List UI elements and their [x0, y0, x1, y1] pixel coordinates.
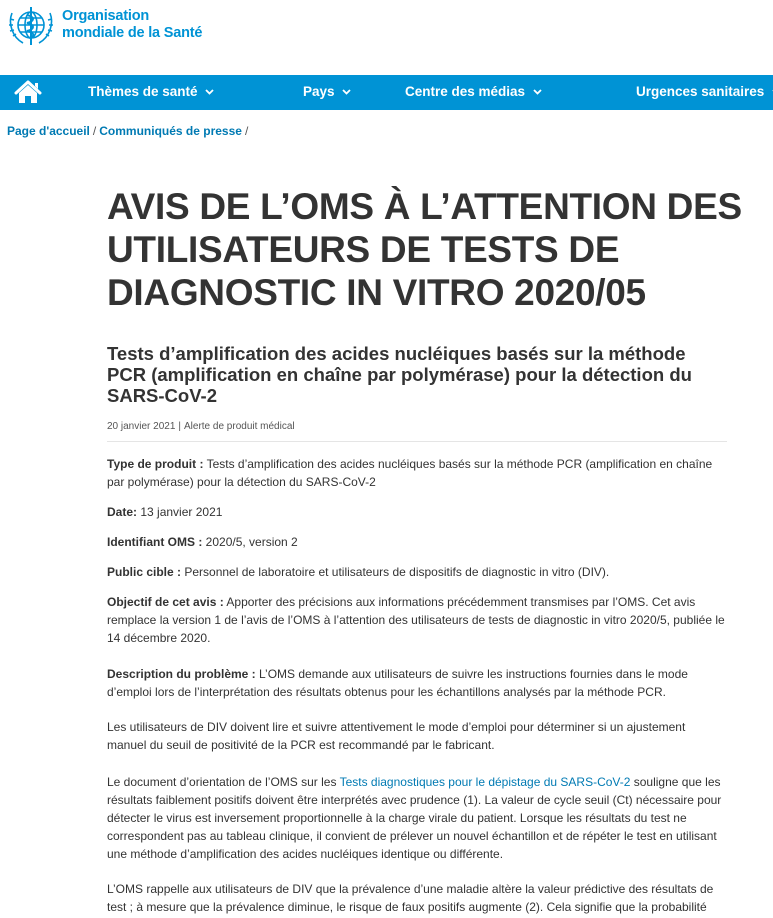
- site-header: [0, 0, 773, 75]
- paragraph-text: souligne que les résultats faiblement positifs doivent être interprétés avec prudence (1). La valeur de cycle seuil (Ct) nécessaire pour détecter le virus est inversement proportionnelle à la charge virale du patient. Lorsque les résultats du test ne correspondent pas au tableau clinique, il convient de prélever un nouvel échantillon et de répéter le test en utilisant une méthode d’amplification des acides nucléiques identique ou différente.: [107, 775, 722, 861]
- nav-item-label: Centre des médias: [405, 84, 526, 99]
- field-label: Public cible :: [107, 565, 182, 579]
- chevron-down-icon: [205, 89, 214, 95]
- breadcrumb-home-link[interactable]: Page d'accueil: [7, 124, 90, 138]
- field-value: Tests d’amplification des acides nucléiques basés sur la méthode PCR (amplification en chaîne par polymérase) pour la détection du SARS-CoV-2: [107, 457, 713, 489]
- field-description: [107, 665, 727, 701]
- field-label: Type de produit :: [107, 457, 204, 471]
- publish-date: 20 janvier 2021: [107, 421, 176, 432]
- breadcrumb: [7, 124, 251, 138]
- nav-item-medias[interactable]: [405, 75, 542, 110]
- content-type: Alerte de produit médical: [184, 421, 295, 432]
- diagnostic-tests-link[interactable]: Tests diagnostiques pour le dépistage du SARS-CoV-2: [339, 775, 631, 789]
- field-objective: [107, 593, 727, 647]
- field-value: 2020/5, version 2: [205, 535, 298, 549]
- paragraph-2: [107, 773, 727, 863]
- paragraph-3: L’OMS rappelle aux utilisateurs de DIV que la prévalence d’une maladie altère la valeur prédictive des résultats de test ; à mesure que la prévalence diminue, le risque de faux positifs augmente (2). Cela signifie que la probabilité: [107, 882, 714, 914]
- site-logo[interactable]: [62, 8, 202, 42]
- paragraph-text: Le document d’orientation de l’OMS sur les: [107, 775, 340, 789]
- field-product-type: [107, 455, 727, 491]
- page-title: AVIS DE L’OMS À L’ATTENTION DES UTILISATEURS DE TESTS DE DIAGNOSTIC IN VITRO 2020/05: [107, 186, 742, 313]
- field-audience: [107, 563, 727, 581]
- chevron-down-icon: [533, 89, 542, 95]
- field-label: Date:: [107, 505, 138, 519]
- nav-item-label: Thèmes de santé: [88, 84, 198, 99]
- field-date: [107, 503, 727, 521]
- field-label: Identifiant OMS :: [107, 535, 203, 549]
- nav-item-label: Pays: [303, 84, 335, 99]
- field-value: L’OMS demande aux utilisateurs de suivre les instructions fournies dans le mode d’emploi lors de l’interprétation des résultats obtenus pour les échantillons analysés par la méthode PCR.: [107, 667, 688, 699]
- breadcrumb-separator: /: [92, 124, 97, 138]
- paragraph-1: Les utilisateurs de DIV doivent lire et suivre attentivement le mode d’emploi pour déterminer si un ajustement manuel du seuil de positivité de la PCR est recommandé par le fabricant.: [107, 720, 686, 752]
- nav-item-themes[interactable]: [88, 75, 214, 110]
- nav-item-urgences[interactable]: [636, 75, 773, 110]
- home-icon: [0, 75, 56, 110]
- nav-home-button[interactable]: [0, 75, 56, 110]
- field-who-id: [107, 533, 727, 551]
- breadcrumb-press-link[interactable]: Communiqués de presse: [99, 124, 242, 138]
- nav-item-label: Urgences sanitaires: [636, 84, 765, 99]
- logo-line-1: Organisation: [62, 8, 150, 24]
- field-label: Objectif de cet avis :: [107, 595, 224, 609]
- field-value: 13 janvier 2021: [140, 505, 223, 519]
- field-value: Apporter des précisions aux informations précédemment transmises par l’OMS. Cet avis remplace la version 1 de l’avis de l’OMS à l’attention des utilisateurs de tests de diagnostic in vitro 2020/5, publiée le 14 décembre 2020.: [107, 595, 725, 645]
- chevron-down-icon: [342, 89, 351, 95]
- meta-separator: |: [178, 421, 181, 432]
- breadcrumb-separator: /: [244, 124, 249, 138]
- article-meta: [107, 421, 727, 442]
- field-value: Personnel de laboratoire et utilisateurs de dispositifs de diagnostic in vitro (DIV).: [184, 565, 610, 579]
- field-label: Description du problème :: [107, 667, 256, 681]
- logo-line-2: mondiale de la Santé: [62, 25, 203, 41]
- page-subtitle: Tests d’amplification des acides nucléiques basés sur la méthode PCR (amplification en chaîne par polymérase) pour la détection du SARS-CoV-2: [107, 343, 692, 406]
- nav-item-pays[interactable]: [303, 75, 351, 110]
- main-navigation: [0, 75, 773, 110]
- who-emblem-icon[interactable]: [6, 3, 56, 47]
